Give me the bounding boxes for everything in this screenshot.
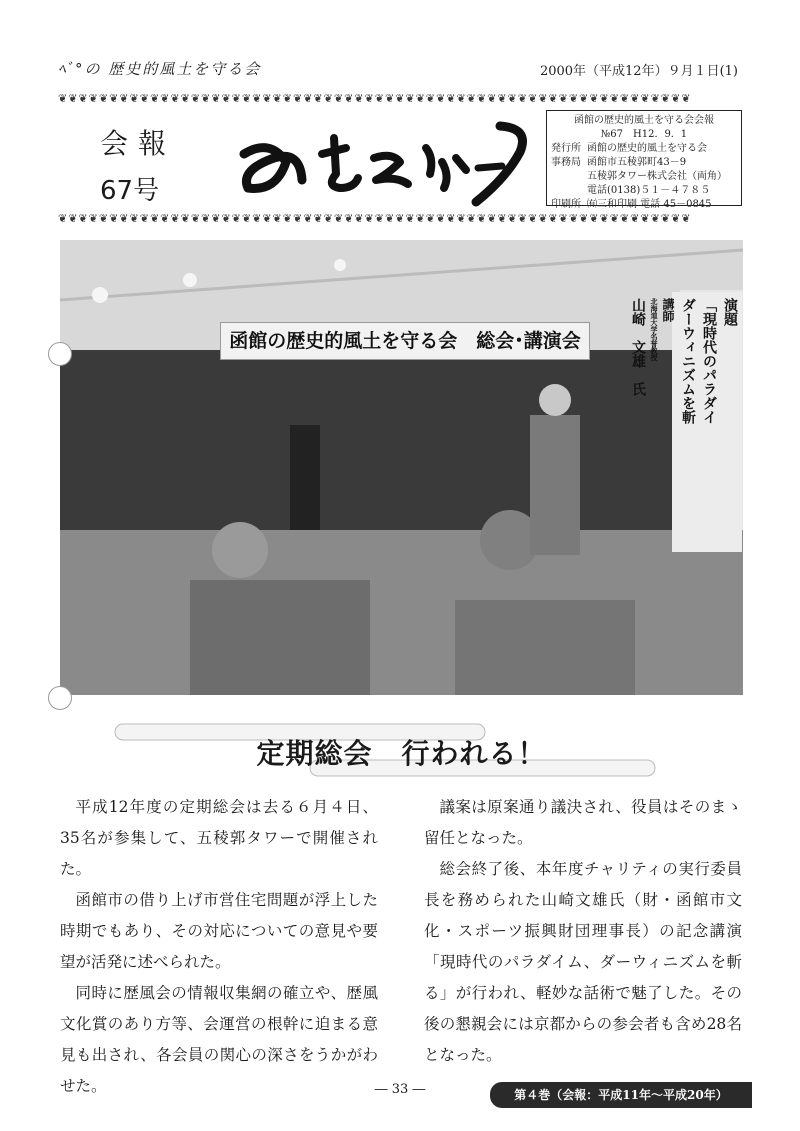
- info-printer: ㈲三和印刷 電話 45－0845: [587, 199, 712, 210]
- paragraph: 同時に歴風会の情報収集網の確立や、歴風文化賞のあり方等、会運営の根幹に迫まる意見も出され、各会員の関心の深さをうかがわせた。: [60, 984, 378, 1095]
- ornament-border-top: ❦❦❦❦❦❦❦❦❦❦❦❦❦❦❦❦❦❦❦❦❦❦❦❦❦❦❦❦❦❦❦❦❦❦❦❦❦❦❦❦❦❦❦❦❦❦❦❦❦❦❦❦❦❦❦❦❦❦❦❦❦❦: [58, 92, 692, 105]
- paragraph: 総会終了後、本年度チャリティの実行委員長を務められた山崎文雄氏（財・函館市文化・スポーツ振興財団理事長）の記念講演「現時代のパラダイム、ダーウィニズムを斬る」が行われ、軽妙な話術で魅了した。その後の懇親会には京都からの参会者も含め28名となった。: [424, 860, 742, 1064]
- info-printer-row: [551, 198, 737, 212]
- headline-block: [60, 720, 743, 780]
- lecture-sign: [630, 292, 742, 552]
- event-banner: 函館の歴史的風土を守る会 総会･講演会: [220, 322, 590, 360]
- page-number: ― 33 ―: [374, 1082, 426, 1097]
- sign-label-topic: 演題: [722, 298, 738, 326]
- info-issue-no: №67 H12．9．1: [600, 129, 688, 140]
- sign-label-speaker: 講師: [661, 298, 675, 322]
- paragraph: 函館市の借り上げ市営住宅問題が浮上した時期でもあり、その対応についての意見や要望が活発に述べられた。: [60, 891, 378, 971]
- info-publisher-row: [551, 142, 737, 170]
- info-printer-label: 印刷所: [551, 199, 581, 210]
- binder-hole-upper: [48, 342, 72, 366]
- article-column-left: [60, 792, 378, 1102]
- info-company: 五稜郭タワー株式会社（両角）: [587, 171, 727, 182]
- info-address: 函館市五稜郭町43－9: [587, 157, 687, 168]
- issue-date: 2000年（平成12年）９月１日(1): [539, 64, 738, 79]
- paragraph: 平成12年度の定期総会は去る６月４日、35名が参集して、五稜郭タワーで開催された。: [60, 798, 378, 878]
- tagline: ﾍﾞ°の 歴史的風土を守る会: [58, 60, 262, 78]
- masthead-calligraphy-logo: [230, 118, 540, 208]
- publisher-info-box: [546, 110, 742, 210]
- sign-affiliation: 北海道大学名誉教授: [650, 298, 658, 361]
- meeting-photo: [60, 240, 743, 695]
- article-column-right: [424, 792, 742, 1071]
- paragraph: 議案は原案通り議決され、役員はそのまゝ留任となった。: [424, 798, 742, 847]
- kaiho-label: 会報: [100, 127, 177, 160]
- sign-speaker-name: 山崎 文雄 氏: [630, 298, 646, 396]
- ornament-border-bottom: ❦❦❦❦❦❦❦❦❦❦❦❦❦❦❦❦❦❦❦❦❦❦❦❦❦❦❦❦❦❦❦❦❦❦❦❦❦❦❦❦❦❦❦❦❦❦❦❦❦❦❦❦❦❦❦❦❦❦❦❦❦❦: [58, 212, 692, 225]
- binder-hole-lower: [48, 686, 72, 710]
- info-publisher-label: 発行所 事務局: [551, 143, 581, 168]
- issue-number: 67号: [100, 176, 160, 206]
- info-phone: 電話(0138)５１－４７８５: [587, 185, 711, 196]
- info-publisher: 函館の歴史的風土を守る会: [587, 143, 707, 154]
- sign-title-line2: ダーウィニズムを斬: [680, 298, 696, 424]
- volume-tab: 第４巻（会報：平成11年～平成20年）: [490, 1082, 752, 1108]
- sign-title-line1: 「現時代のパラダイ: [701, 298, 717, 424]
- info-org: 函館の歴史的風土を守る会会報: [574, 115, 714, 126]
- headline: 定期総会 行われる！: [256, 737, 547, 770]
